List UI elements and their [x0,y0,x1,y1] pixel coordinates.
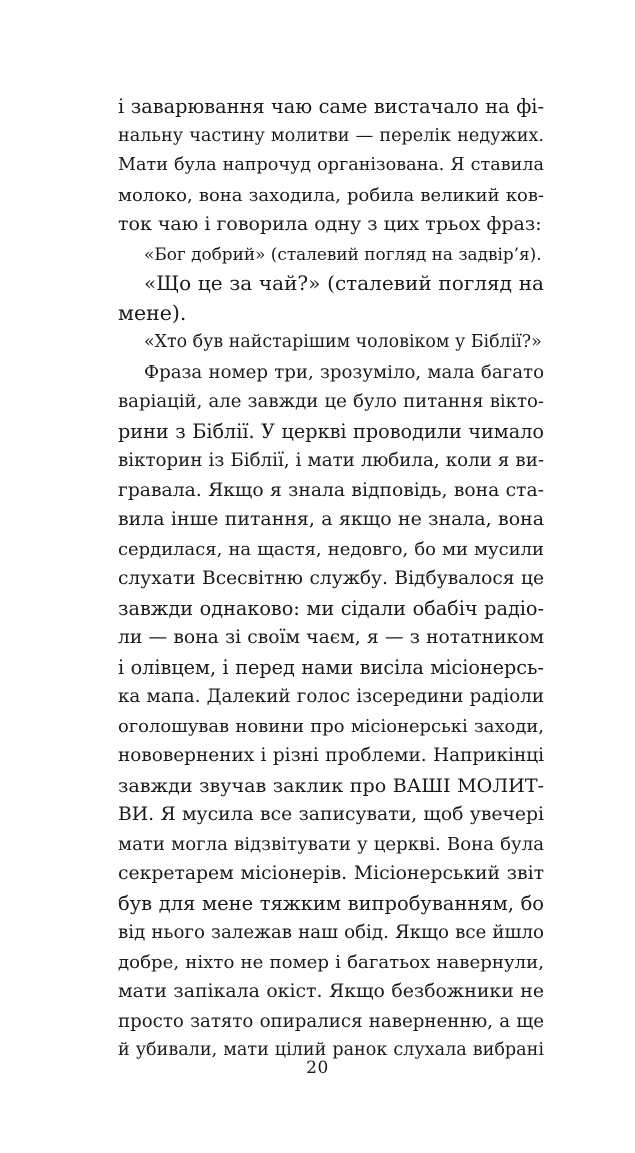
text-line: добре, ніхто не помер і багатьох навернули, [118,951,544,973]
text-line: «Хто був найстарішим чоловіком у Біблії?» [144,332,542,352]
text-line: ВИ. Я мусила все записувати, щоб увечері [118,804,544,825]
text-line: Фраза номер три, зрозуміло, мала багато [144,361,544,383]
text-line: мати могла відзвітувати у церкві. Вона була [118,833,544,855]
text-line: ли — вона зі своїм чаєм, я — з нотатником [118,627,544,648]
text-line: від нього залежав наш обід. Якщо все йшло [118,922,544,943]
text-line: завжди однаково: ми сідали обабіч радіо- [118,596,544,620]
text-line: вікторин із Біблії, і мати любила, коли я ви- [118,450,544,471]
text-line: варіацій, але завжди це було питання вікто- [118,391,544,412]
text-line: рини з Біблії. У церкві проводили чимало [118,419,544,443]
text-line: нальну частину молитви — перелік недужих. [118,125,544,146]
text-line: завжди звучав заклик про ВАШІ МОЛИТ- [118,773,544,797]
text-line: і заварювання чаю саме вистачало на фі- [118,95,544,118]
text-line: просто затято опиралися наверненню, а ще [118,1010,544,1032]
text-line: оголошував новини про місіонерські заходи, [118,715,544,737]
text-line: «Що це за чай?» (сталевий погляд на [144,271,544,295]
text-line: ка мапа. Далекий голос ізсередини радіоли [118,686,544,707]
text-line: сердилася, на щастя, недовго, бо ми мусили [118,538,544,560]
text-line: й убивали, мати цілий ранок слухала вибрані [118,1040,544,1060]
text-line: був для мене тяжким випробуванням, бо [118,891,544,915]
page-number: 20 [306,1058,329,1078]
text-line: Мати була напрочуд організована. Я ставила [118,155,544,175]
text-line: вила інше питання, а якщо не знала, вона [118,508,544,530]
text-line: нововернених і різні проблеми. Наприкінці [118,745,544,766]
text-line: слухати Всесвітню службу. Відбувалося це [118,568,544,589]
text-line: ток чаю і говорила одну з цих трьох фраз: [118,213,542,235]
text-line: гравала. Якщо я знала відповідь, вона ста- [118,479,544,501]
text-line: «Бог добрий» (сталевий погляд на задвір’я). [144,243,542,264]
text-line: мене). [118,300,187,325]
text-line: молоко, вона заходила, робила великий ков- [118,184,544,206]
text-line: секретарем місіонерів. Місіонерський звіт [118,863,544,884]
body-text [118,92,544,1066]
text-line: мати запікала окіст. Якщо безбожники не [118,980,544,1002]
text-line: і олівцем, і перед нами висіла місіонерсь- [118,655,544,679]
